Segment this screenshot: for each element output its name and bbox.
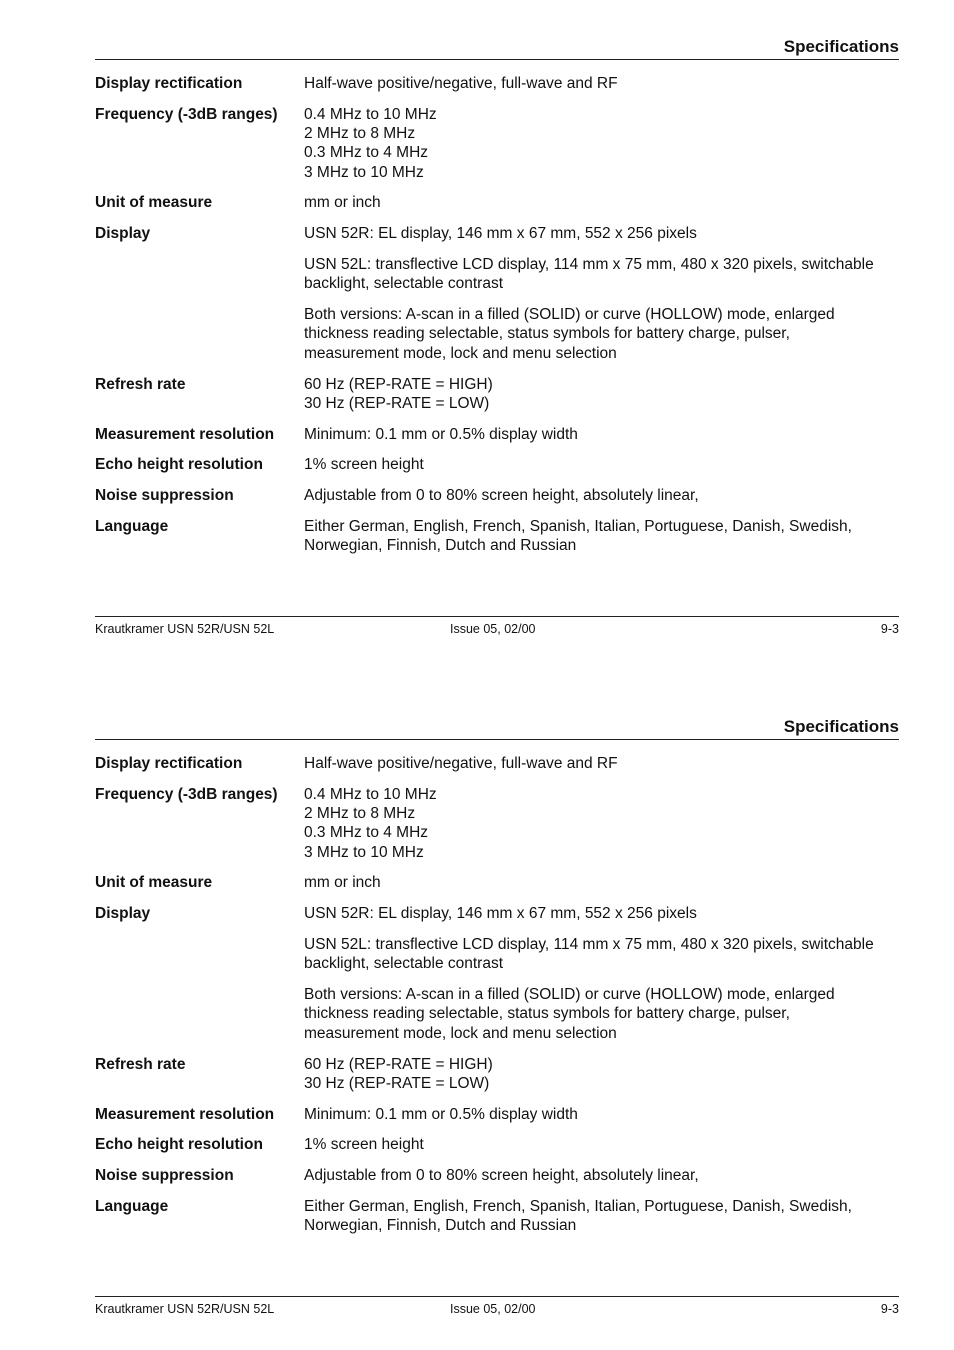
spec-text-line: Norwegian, Finnish, Dutch and Russian: [304, 1217, 577, 1235]
spec-text-line: Minimum: 0.1 mm or 0.5% display width: [304, 425, 578, 443]
spec-label: Display: [95, 905, 151, 923]
spec-row: [95, 1166, 899, 1185]
spec-paragraph: [304, 754, 899, 773]
footer-page-number: 9-3: [880, 1302, 899, 1316]
spec-paragraph: [304, 1055, 899, 1094]
spec-text-line: 0.3 MHz to 4 MHz: [304, 824, 429, 842]
spec-label: Measurement resolution: [95, 1105, 275, 1123]
spec-text-line: 1% screen height: [304, 456, 424, 474]
header-divider: [95, 739, 899, 740]
footer-divider: [95, 616, 899, 617]
spec-row: [95, 904, 899, 1043]
spec-value: [304, 1166, 899, 1185]
spec-text-line: 30 Hz (REP-RATE = LOW): [304, 1074, 490, 1092]
spec-row: [95, 224, 899, 363]
footer-issue: Issue 05, 02/00: [450, 1302, 536, 1316]
spec-text-line: 60 Hz (REP-RATE = HIGH): [304, 375, 493, 393]
spec-text-line: mm or inch: [304, 874, 381, 892]
spec-row: [95, 754, 899, 773]
spec-row: [95, 1105, 899, 1124]
spec-paragraph: [304, 1166, 899, 1185]
spec-paragraph: [304, 486, 899, 505]
spec-label: Noise suppression: [95, 1167, 234, 1185]
spec-value: [304, 455, 899, 474]
spec-label: Refresh rate: [95, 375, 186, 393]
spec-paragraph: [304, 873, 899, 892]
spec-text-line: 3 MHz to 10 MHz: [304, 163, 424, 181]
spec-text-line: 2 MHz to 8 MHz: [304, 805, 416, 823]
spec-text-line: Adjustable from 0 to 80% screen height, absolutely linear,: [304, 487, 699, 505]
spec-text-line: Minimum: 0.1 mm or 0.5% display width: [304, 1105, 578, 1123]
spec-row: [95, 425, 899, 444]
spec-value: [304, 193, 899, 212]
footer-divider: [95, 1296, 899, 1297]
spec-label: Display rectification: [95, 755, 243, 772]
spec-paragraph: [304, 105, 899, 182]
spec-paragraph: [304, 935, 899, 974]
spec-paragraph: [304, 425, 899, 444]
spec-paragraph: [304, 375, 899, 414]
spec-label: Display: [95, 225, 151, 243]
spec-text-line: USN 52R: EL display, 146 mm x 67 mm, 552 x 256 pixels: [304, 905, 697, 923]
spec-value: [304, 105, 899, 182]
spec-text-line: Both versions: A-scan in a filled (SOLID) or curve (HOLLOW) mode, enlarged: [304, 986, 835, 1004]
spec-text-line: USN 52R: EL display, 146 mm x 67 mm, 552 x 256 pixels: [304, 225, 697, 243]
spec-text-line: USN 52L: transflective LCD display, 114 mm x 75 mm, 480 x 320 pixels, switchable: [304, 936, 874, 954]
spec-text-line: thickness reading selectable, status symbols for battery charge, pulser,: [304, 325, 790, 343]
spec-text-line: 0.3 MHz to 4 MHz: [304, 144, 429, 162]
spec-text-line: Either German, English, French, Spanish, Italian, Portuguese, Danish, Swedish,: [304, 1198, 852, 1216]
page-header-title: Specifications: [783, 717, 899, 736]
spec-paragraph: [304, 1197, 899, 1236]
spec-text-line: thickness reading selectable, status symbols for battery charge, pulser,: [304, 1005, 790, 1023]
spec-value: [304, 754, 899, 773]
spec-text-line: backlight, selectable contrast: [304, 955, 504, 973]
spec-value: [304, 1197, 899, 1236]
spec-paragraph: [304, 1105, 899, 1124]
spec-value: [304, 1055, 899, 1094]
spec-value: [304, 785, 899, 862]
spec-row: [95, 1135, 899, 1154]
spec-text-line: 0.4 MHz to 10 MHz: [304, 105, 437, 123]
spec-value: [304, 74, 899, 93]
footer-issue: Issue 05, 02/00: [450, 622, 536, 636]
spec-text-line: 3 MHz to 10 MHz: [304, 843, 424, 861]
spec-row: [95, 486, 899, 505]
spec-text-line: 2 MHz to 8 MHz: [304, 125, 416, 143]
spec-row: [95, 873, 899, 892]
spec-row: [95, 1055, 899, 1094]
footer-product: Krautkramer USN 52R/USN 52L: [95, 1302, 275, 1316]
spec-row: [95, 375, 899, 414]
spec-paragraph: [304, 305, 899, 363]
spec-paragraph: [304, 193, 899, 212]
spec-label: Frequency (-3dB ranges): [95, 785, 278, 803]
spec-paragraph: [304, 785, 899, 862]
spec-paragraph: [304, 985, 899, 1043]
spec-value: [304, 904, 899, 1043]
spec-table: [95, 754, 899, 1247]
spec-text-line: Half-wave positive/negative, full-wave and RF: [304, 75, 618, 92]
spec-row: [95, 74, 899, 93]
spec-paragraph: [304, 224, 899, 243]
spec-label: Echo height resolution: [95, 456, 263, 474]
spec-text-line: mm or inch: [304, 194, 381, 212]
spec-label: Unit of measure: [95, 194, 213, 212]
spec-text-line: Adjustable from 0 to 80% screen height, absolutely linear,: [304, 1167, 699, 1185]
spec-paragraph: [304, 517, 899, 556]
spec-row: [95, 193, 899, 212]
spec-label: Noise suppression: [95, 487, 234, 505]
spec-value: [304, 224, 899, 363]
page-header-title: Specifications: [783, 37, 899, 56]
spec-paragraph: [304, 455, 899, 474]
spec-label: Language: [95, 1198, 169, 1216]
spec-value: [304, 425, 899, 444]
spec-text-line: measurement mode, lock and menu selection: [304, 1024, 617, 1042]
spec-label: Measurement resolution: [95, 425, 275, 443]
spec-row: [95, 105, 899, 182]
spec-value: [304, 517, 899, 556]
spec-text-line: measurement mode, lock and menu selection: [304, 344, 617, 362]
spec-value: [304, 375, 899, 414]
spec-text-line: 1% screen height: [304, 1136, 424, 1154]
spec-value: [304, 873, 899, 892]
spec-label: Language: [95, 518, 169, 536]
spec-label: Refresh rate: [95, 1055, 186, 1073]
spec-row: [95, 517, 899, 556]
spec-text-line: Norwegian, Finnish, Dutch and Russian: [304, 537, 577, 555]
footer-page-number: 9-3: [880, 622, 899, 636]
spec-text-line: Both versions: A-scan in a filled (SOLID) or curve (HOLLOW) mode, enlarged: [304, 306, 835, 324]
spec-text-line: backlight, selectable contrast: [304, 275, 504, 293]
spec-text-line: USN 52L: transflective LCD display, 114 mm x 75 mm, 480 x 320 pixels, switchable: [304, 256, 874, 274]
spec-label: Frequency (-3dB ranges): [95, 105, 278, 123]
spec-label: Echo height resolution: [95, 1136, 263, 1154]
spec-label: Unit of measure: [95, 874, 213, 892]
spec-text-line: 30 Hz (REP-RATE = LOW): [304, 394, 490, 412]
spec-paragraph: [304, 255, 899, 294]
spec-row: [95, 455, 899, 474]
header-divider: [95, 59, 899, 60]
spec-text-line: Half-wave positive/negative, full-wave and RF: [304, 755, 618, 772]
spec-paragraph: [304, 904, 899, 923]
spec-row: [95, 785, 899, 862]
spec-paragraph: [304, 74, 899, 93]
spec-table: [95, 74, 899, 567]
spec-text-line: 0.4 MHz to 10 MHz: [304, 785, 437, 803]
spec-value: [304, 1135, 899, 1154]
spec-text-line: Either German, English, French, Spanish, Italian, Portuguese, Danish, Swedish,: [304, 518, 852, 536]
spec-value: [304, 486, 899, 505]
spec-row: [95, 1197, 899, 1236]
spec-paragraph: [304, 1135, 899, 1154]
spec-label: Display rectification: [95, 75, 243, 92]
spec-text-line: 60 Hz (REP-RATE = HIGH): [304, 1055, 493, 1073]
footer-product: Krautkramer USN 52R/USN 52L: [95, 622, 275, 636]
spec-value: [304, 1105, 899, 1124]
